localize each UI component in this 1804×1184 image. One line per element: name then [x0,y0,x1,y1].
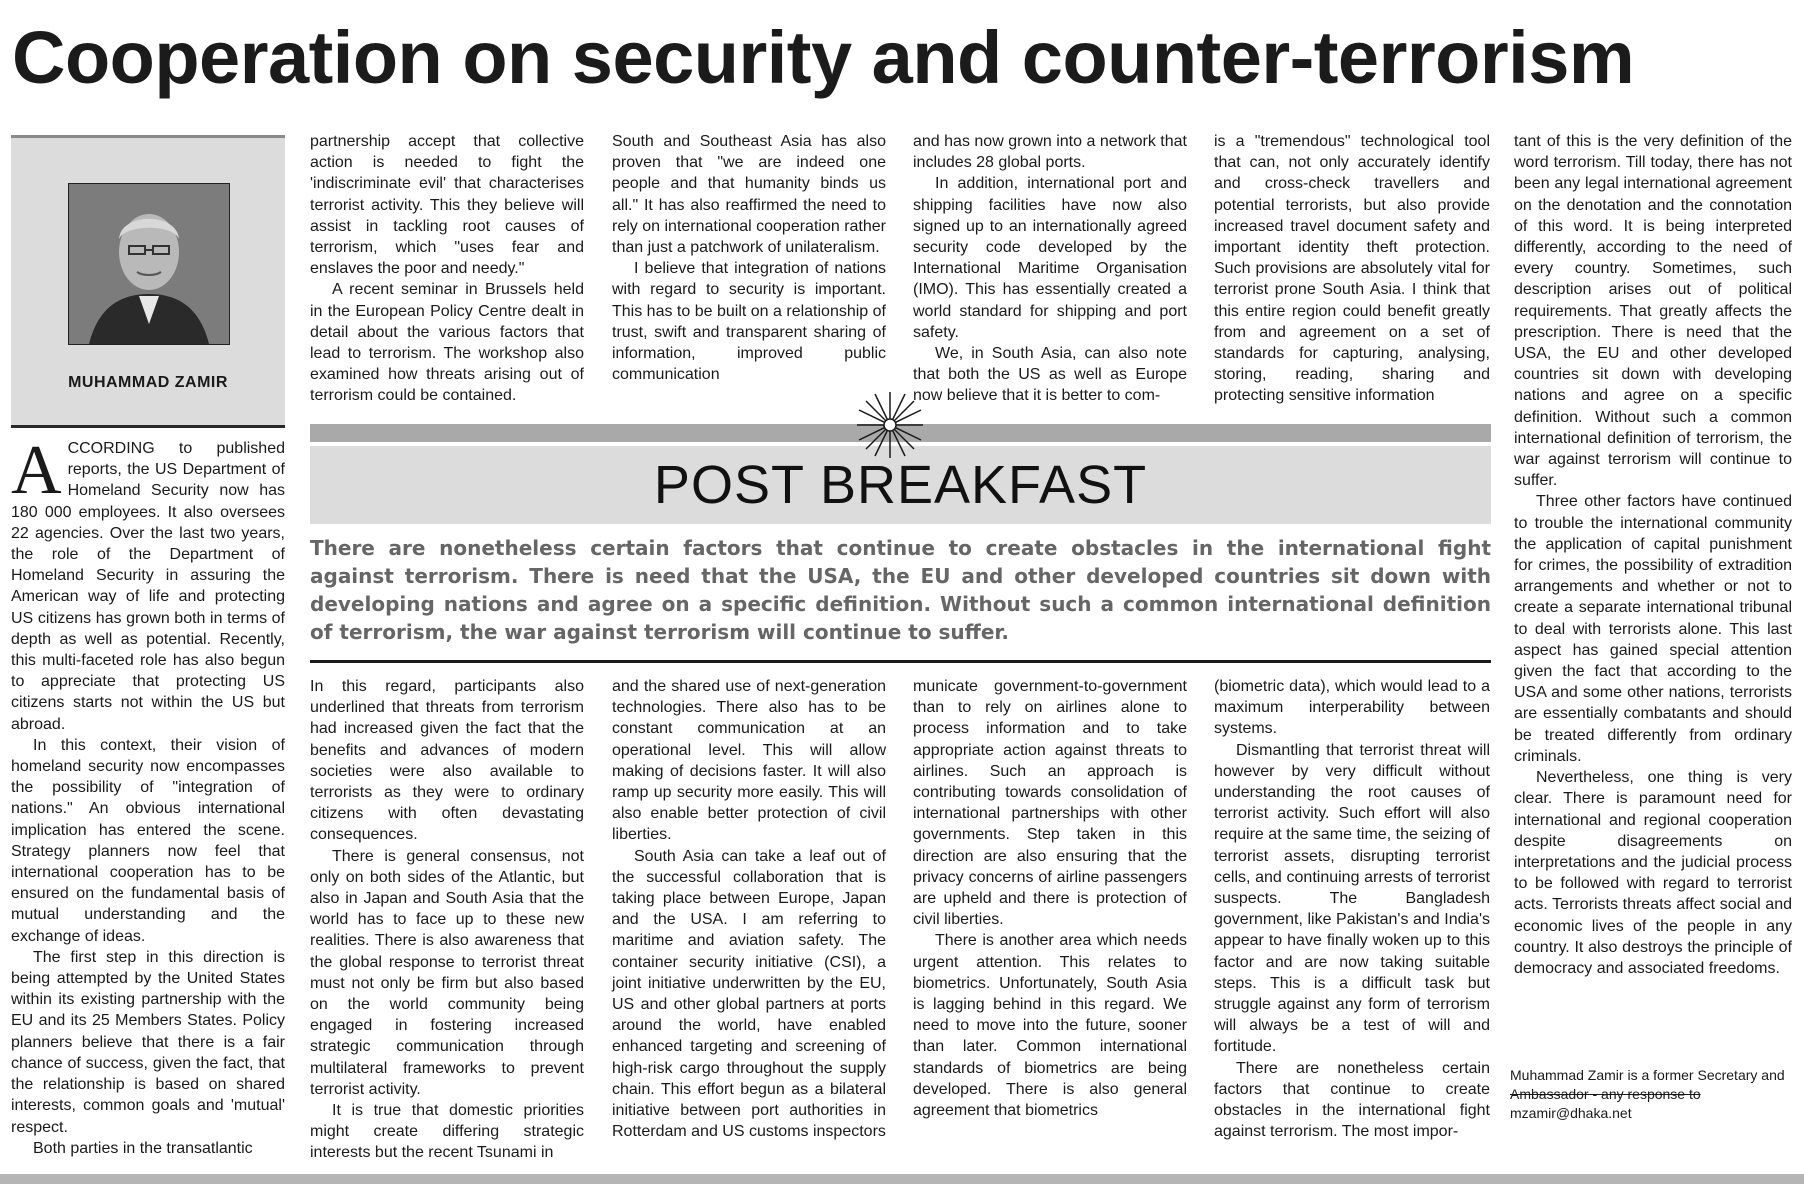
column-6 [1514,131,1792,979]
author-bio [1510,1066,1792,1123]
bottom-rule [0,1174,1804,1184]
author-name: MUHAMMAD ZAMIR [68,374,228,391]
paragraph: (biometric data), which would lead to a maximum interperability between systems. [1214,678,1490,738]
column-3-top [612,131,886,385]
column-3-bottom [612,676,886,1142]
column-4-top [913,131,1187,407]
author-box [11,135,285,428]
headline: Cooperation on security and counter-terrorism [12,16,1635,99]
bio-email: mzamir@dhaka.net [1510,1105,1632,1121]
paragraph: It is true that domestic priorities might create differing strategic interests but the recent Tsunami in [310,1102,584,1162]
paragraph: Nevertheless, one thing is very clear. There is paramount need for international and regional cooperation despite disagreements on interpretations and the judicial process to be followed with regard to terrorist acts. Terrorists threats affect social and economic lives of the people in any country. It also destroys the principle of democracy and associated freedoms. [1514,769,1792,977]
column-2-bottom [310,676,584,1164]
paragraph: The first step in this direction is being attempted by the United States within its existing partnership with the EU and its 25 Members States. Policy planners believe that there is a fair chance of success, given the fact, that the relationship is based on shared interests, common goals and 'mutual' respect. [11,948,285,1136]
paragraph: partnership accept that collective action is needed to fight the 'indiscriminate evil' that characterises terrorist activity. This they believe will assist in tackling root causes of terrorism, which "uses fear and enslaves the poor and needy." [310,133,584,278]
paragraph: South Asia can take a leaf out of the successful collaboration that is taking place between Europe, Japan and the USA. I am referring to maritime and aviation safety. The container security initiative (CSI), a joint initiative underwritten by the EU, US and other global partners at ports around the world, have enabled enhanced targeting and screening of high-risk cargo throughout the supply chain. This effort begun as a bilateral initiative between port authorities in Rotterdam and US customs inspectors [612,847,886,1141]
pull-quote-rule [310,660,1491,663]
portrait-image [69,184,229,344]
paragraph: tant of this is the very definition of the word terrorism. Till today, there has not been any legal international agreement on the denotation and the connotation of this word. It is being interpreted differently, according to the need of every country. Sometimes, such description arises out of political requirements. That greatly affects the prescription. There is need that the USA, the EU and other developed countries sit down with developing nations and agree on a specific definition. Without such a common international definition of terrorism, the war against terrorism will continue to suffer. [1514,133,1792,490]
paragraph: There are nonetheless certain factors that continue to create obstacles in the international fight against terrorism. The most impor- [1214,1059,1490,1141]
paragraph: and the shared use of next-generation technologies. There also has to be constant communication at an operational level. This will allow making of decisions faster. It will also ramp up security more easily. This will also enable better protection of civil liberties. [612,678,886,844]
paragraph: and has now grown into a network that includes 28 global ports. [913,133,1187,172]
column-2-top [310,131,584,407]
paragraph: I believe that integration of nations with regard to security is important. This has to be built on a relationship of trust, swift and transparent sharing of information, improved public communication [612,260,886,384]
paragraph: In this regard, participants also underlined that threats from terrorism had increased given the fact that the benefits and advances of modern societies were also available to terrorists as they were to ordinary citizens with often devastating consequences. [310,678,584,844]
column-4-bottom [913,676,1187,1121]
paragraph: In addition, international port and shipping facilities have now also signed up to an internationally agreed security code developed by the International Maritime Organisation (IMO). This has essentially created a world standard for shipping and port safety. [913,175,1187,341]
bio-line: Ambassador - any response to [1510,1086,1701,1102]
paragraph: We, in South Asia, can also note that both the US as well as Europe now believe that it is better to com- [913,345,1187,405]
pull-quote: There are nonetheless certain factors that continue to create obstacles in the international fight against terrorism. There is need that the USA, the EU and other developed countries sit down with developing nations and agree on a specific definition. Without such a common international definition of terrorism, the war against terrorism will continue to suffer. [310,536,1491,644]
column-5-bottom [1214,676,1490,1142]
paragraph: South and Southeast Asia has also proven that "we are indeed one people and that humanity binds us all." It has also reaffirmed the need to rely on international cooperation rather than just a patchwork of unilateralism. [612,133,886,257]
paragraph: Three other factors have continued to trouble the international community the application of capital punishment for crimes, the possibility of extradition arrangements and whether or not to create a separate international tribunal to deal with terrorists alone. This last aspect has gained special attention given the fact that according to the USA and some other nations, terrorists are essentially combatants and should be treated differently from ordinary criminals. [1514,493,1792,765]
paragraph: Both parties in the transatlantic [33,1139,253,1157]
column-5-top [1214,131,1490,407]
banner-title: POST BREAKFAST [653,455,1148,515]
starburst-icon [855,390,925,460]
paragraph: ACCORDING to published reports, the US Department of Homeland Security now has 180 000 employees. It also oversees 22 agencies. Over the last two years, the role of the Department of Homeland Security in assuring the American way of life and protecting US citizens has grown both in terms of depth as well as potential. Recently, this multi-faceted role has also begun to appreciate that protecting US citizens starts not within the US but abroad. [11,432,285,733]
paragraph: There is another area which needs urgent attention. This relates to biometrics. Unfortunately, South Asia is lagging behind in this regard. We need to move into the future, sooner than later. Common international standards of biometrics are being developed. There is also general agreement that biometrics [913,932,1187,1120]
paragraph: is a "tremendous" technological tool that can, not only accurately identify and cross-check travellers and potential terrorists, but also provide increased travel document safety and important identity theft protection. Such provisions are absolutely vital for terrorist prone South Asia. I think that this entire region could benefit greatly from and agreement on a set of standards for capturing, analysing, storing, reading, sharing and protecting sensitive information [1214,133,1490,405]
paragraph: A recent seminar in Brussels held in the European Policy Centre dealt in detail about the various factors that lead to terrorism. The workshop also examined how threats arising out of terrorism could be contained. [310,281,584,405]
paragraph: Dismantling that terrorist threat will however by very difficult without understanding the root causes of terrorist activity. Such effort will also require at the same time, the seizing of terrorist assets, disrupting terrorist cells, and continuing arrests of terrorist suspects. The Bangladesh government, like Pakistan's and India's appear to have finally woken up to this factor and are now taking suitable steps. This is a difficult task but struggle against any form of terrorism will always be a test of will and fortitude. [1214,741,1490,1056]
paragraph: municate government-to-government than to rely on airlines alone to process information and to take appropriate action against threats to airlines. Such an approach is contributing towards consolidation of international partnerships with other governments. Step taken in this direction are also ensuring that the privacy concerns of airline passengers are upheld and there is protection of civil liberties. [913,678,1187,929]
author-photo [68,183,230,345]
bio-line: Muhammad Zamir is a former Secretary and [1510,1067,1785,1083]
paragraph: There is general consensus, not only on both sides of the Atlantic, but also in Japan and South Asia that the world has to face up to these new realities. There is also awareness that the global response to terrorist threat must not only be firm but also based on the world community being engaged in fostering increased strategic communication through multilateral frameworks to prevent terrorist activity. [310,847,584,1098]
drop-cap: A [11,432,62,509]
paragraph: In this context, their vision of homeland security now encompasses the possibility of "integration of nations." An obvious international implication has entered the scene. Strategy planners now feel that international cooperation has to be ensured on the fundamental basis of mutual understanding and the exchange of ideas. [11,736,285,945]
column-1 [11,432,285,1159]
